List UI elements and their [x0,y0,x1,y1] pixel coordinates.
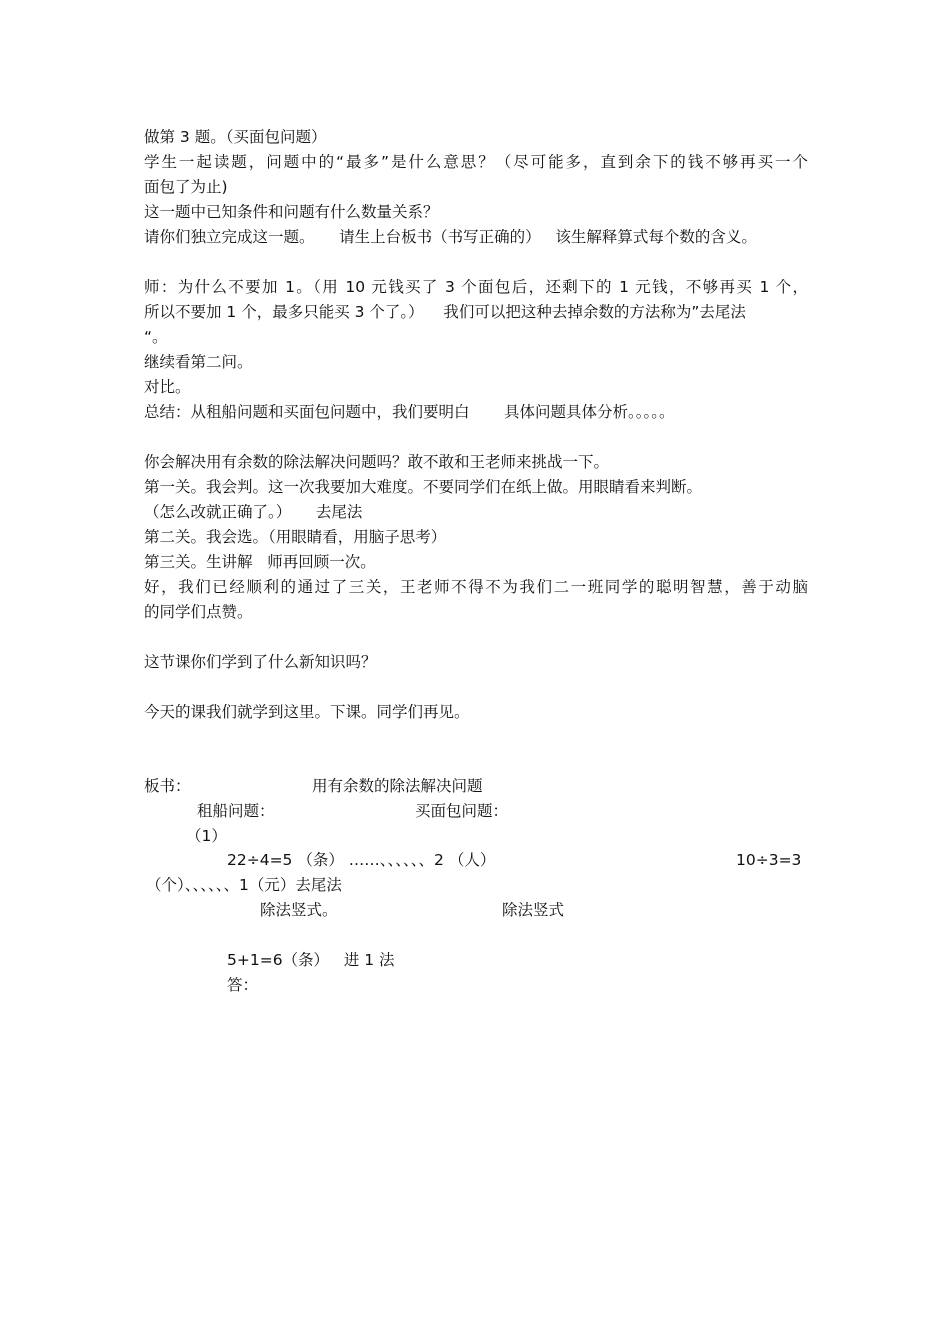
text-line: 师：为什么不要加 1。（用 10 元钱买了 3 个面包后，还剩下的 1 元钱，不够再买 1 个， [144,278,808,296]
answer-label: 答： [227,976,259,994]
text-line: 继续看第二问。 [144,353,253,371]
text-line: 的同学们点赞。 [144,603,253,621]
bread-equation: 10÷3=3 [736,851,802,869]
bread-vertical: 除法竖式 [502,901,565,919]
text-line: 所以不要加 1 个，最多只能买 3 个了。） 我们可以把这种去掉余数的方法称为”去尾法 [144,303,746,321]
round-up-equation: 5+1=6（条） 进 1 法 [227,951,395,969]
text-line: 第三关。生讲解 师再回顾一次。 [144,553,376,571]
text-line: 请你们独立完成这一题。 请生上台板书（书写正确的） 该生解释算式每个数的含义。 [144,228,757,246]
text-line: 好，我们已经顺利的通过了三关，王老师不得不为我们二一班同学的聪明智慧，善于动脑 [144,578,808,596]
text-line: 做第 3 题。（买面包问题） [144,128,327,146]
text-line: “。 [144,328,168,346]
boat-equation: 22÷4=5 （条） ……、、、、、、2 （人） [227,851,496,869]
text-line: 这一题中已知条件和问题有什么数量关系？ [144,203,439,221]
boat-heading: 租船问题： [197,802,275,820]
text-line: （怎么改就正确了。） 去尾法 [144,503,363,521]
text-line: 对比。 [144,378,191,396]
board-title: 用有余数的除法解决问题 [312,777,483,795]
part-number: （1） [186,827,227,845]
text-line: 你会解决用有余数的除法解决问题吗？敢不敢和王老师来挑战一下。 [144,453,610,471]
text-line: 第一关。我会判。这一次我要加大难度。不要同学们在纸上做。用眼睛看来判断。 [144,478,703,496]
text-line: 学生一起读题，问题中的“最多”是什么意思？（尽可能多，直到余下的钱不够再买一个 [144,153,808,171]
text-line: 面包了为止) [144,178,228,196]
text-line: 第二关。我会选。（用眼睛看，用脑子思考） [144,528,447,546]
bread-heading: 买面包问题： [415,802,509,820]
boat-vertical: 除法竖式。 [260,901,338,919]
board-label: 板书： [144,777,191,795]
text-line: 总结：从租船问题和买面包问题中，我们要明白 具体问题具体分析。。。。。 [144,403,675,421]
text-line: 这节课你们学到了什么新知识吗？ [144,653,377,671]
bread-remainder: （个）、、、、、、1（元）去尾法 [146,876,342,894]
text-line: 今天的课我们就学到这里。下课。同学们再见。 [144,703,470,721]
